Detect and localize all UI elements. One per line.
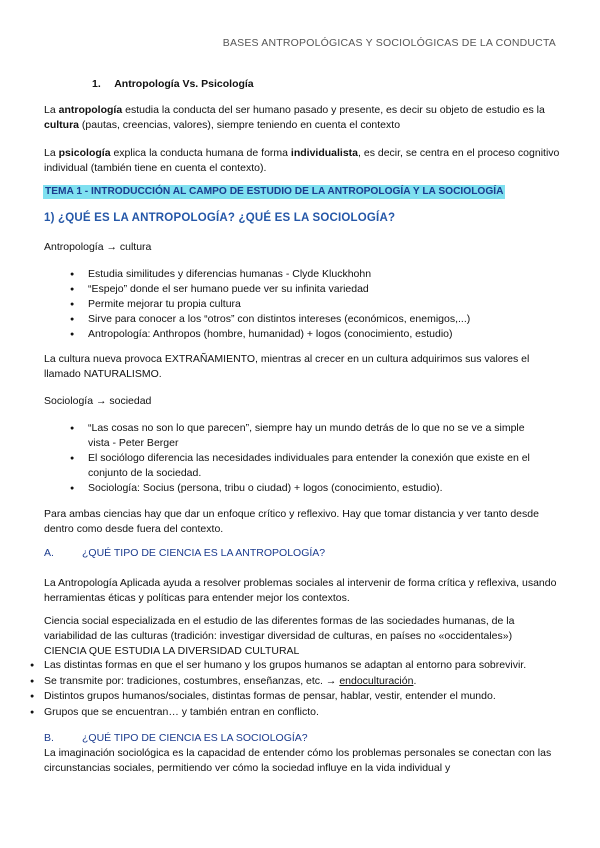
heading-number: 1. — [92, 78, 101, 90]
list-item: ● “Espejo” donde el ser humano puede ver su infinita variedad — [68, 282, 558, 297]
sociologia-list — [68, 421, 548, 496]
paragraph-ciencia-social: Ciencia social especializada en el estudio de las diferentes formas de las sociedades humanas, de la variabilidad de las culturas (tradición: investigar diversidad de culturas, en países no «occidentales») CIENCIA QUE ESTUDIA LA DIVERSIDAD CULTURAL — [44, 615, 515, 657]
paragraph-cultura: La cultura nueva provoca EXTRAÑAMIENTO, mientras al crecer en un cultura adquirimos sus valores el llamado NATURALISMO. — [44, 353, 530, 380]
heading-antropologia-vs-psicologia — [92, 78, 254, 90]
list-item: ● “Las cosas no son lo que parecen”, siempre hay un mundo detrás de lo que no se ve a simple vista - Peter Berger — [68, 421, 548, 451]
heading-text: Antropología Vs. Psicología — [114, 78, 254, 90]
list-item: ● Las distintas formas en que el ser humano y los grupos humanos se adaptan al entorno para sobrevivir. — [30, 658, 570, 674]
list-item: ● Sociología: Socius (persona, tribu o ciudad) + logos (conocimiento, estudio). — [68, 481, 548, 496]
endoculturacion-term: endoculturación — [339, 674, 414, 687]
antropologia-label: Antropología → cultura — [44, 241, 152, 253]
subheading-que-es: 1) ¿QUÉ ES LA ANTROPOLOGÍA? ¿QUÉ ES LA SOCIOLOGÍA? — [44, 212, 396, 224]
paragraph-antropologia: La antropología estudia la conducta del ser humano pasado y presente, es decir su objeto de estudio es la cultura (pautas, creencias, valores), siempre teniendo en cuenta el contexto — [44, 104, 545, 131]
paragraph-antropologia-aplicada: La Antropología Aplicada ayuda a resolver problemas sociales al intervenir de forma crítica y reflexiva, usando herramientas éticas y políticas para entender mejor los contextos. — [44, 577, 557, 604]
section-b-heading — [44, 732, 308, 744]
section-letter: B. — [44, 732, 54, 744]
paragraph-imaginacion-sociologica: La imaginación sociológica es la capacidad de entender cómo los problemas personales se conectan con las circunstancias sociales, permitiendo ver cómo la sociedad influye en la vida individual y — [44, 747, 552, 774]
list-item: ● Se transmite por: tradiciones, costumbres, enseñanzas, etc. → endoculturación. — [30, 674, 570, 690]
section-letter: A. — [44, 547, 54, 559]
list-item: ● Grupos que se encuentran… y también entran en conflicto. — [30, 705, 570, 721]
page-header: BASES ANTROPOLÓGICAS Y SOCIOLÓGICAS DE LA CONDUCTA — [222, 37, 556, 49]
diversidad-list — [30, 658, 570, 720]
section-a-heading — [44, 547, 325, 559]
list-item: ● Permite mejorar tu propia cultura — [68, 297, 558, 312]
paragraph-ambas-ciencias: Para ambas ciencias hay que dar un enfoque crítico y reflexivo. Hay que tomar distancia y ver tanto desde dentro como desde fuera del contexto. — [44, 508, 539, 535]
list-item: ● Sirve para conocer a los “otros” con distintos intereses (económicos, enemigos,...) — [68, 312, 558, 327]
sociologia-label: Sociología → sociedad — [44, 395, 152, 407]
list-item: ● Antropología: Anthropos (hombre, humanidad) + logos (conocimiento, estudio) — [68, 327, 558, 342]
tema-highlight-heading: TEMA 1 - INTRODUCCIÓN AL CAMPO DE ESTUDIO DE LA ANTROPOLOGÍA Y LA SOCIOLOGÍA — [45, 186, 504, 197]
paragraph-psicologia: La psicología explica la conducta humana de forma individualista, es decir, se centra en el proceso cognitivo individual (también tiene en cuenta el contexto). — [44, 147, 560, 174]
list-item: ● El sociólogo diferencia las necesidades individuales para entender la conexión que existe en el conjunto de la sociedad. — [68, 451, 548, 481]
list-item: ● Distintos grupos humanos/sociales, distintas formas de pensar, hablar, vestir, entender el mundo. — [30, 689, 570, 705]
antropologia-list — [68, 267, 558, 342]
section-title: ¿QUÉ TIPO DE CIENCIA ES LA SOCIOLOGÍA? — [82, 732, 308, 744]
section-title: ¿QUÉ TIPO DE CIENCIA ES LA ANTROPOLOGÍA? — [82, 547, 326, 559]
list-item: ● Estudia similitudes y diferencias humanas - Clyde Kluckhohn — [68, 267, 558, 282]
